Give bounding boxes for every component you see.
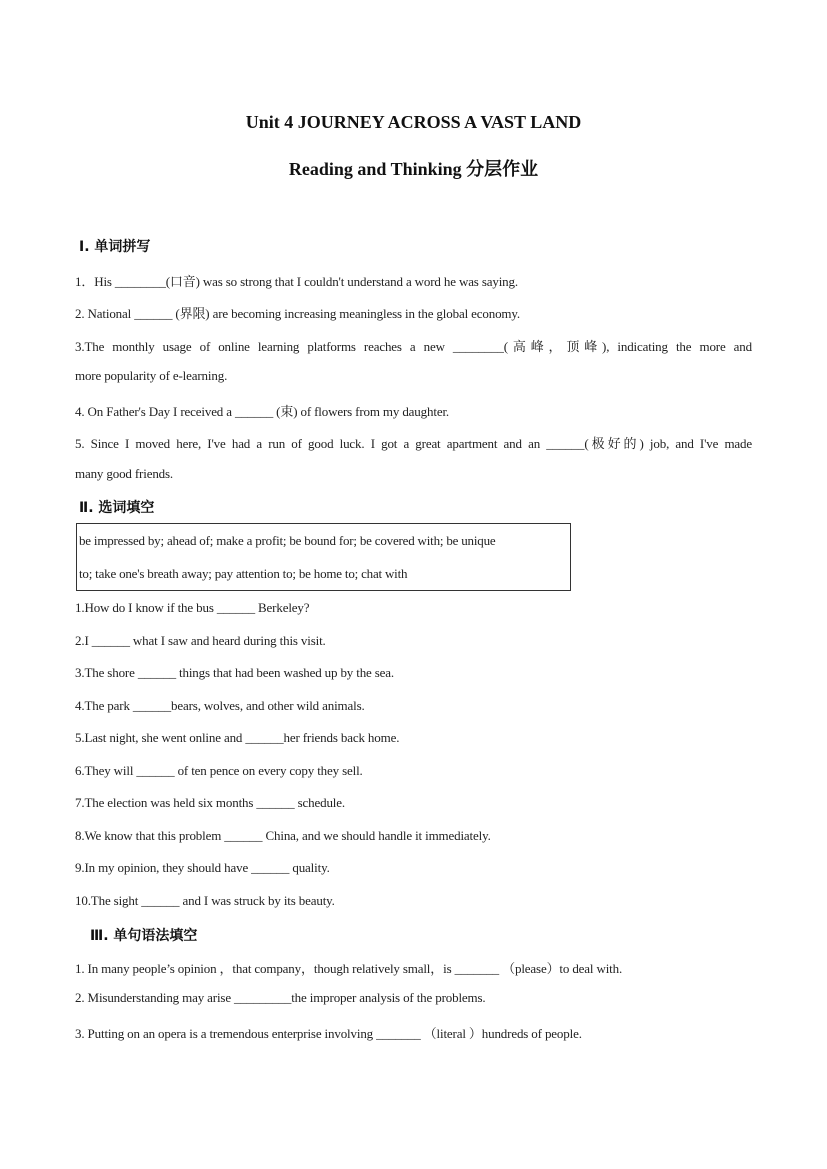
word-bank-box [76,523,571,591]
exercise-line: 1. In many people’s opinion ，that company，though relatively small，is _______ （please）to deal with. [75,961,623,976]
exercise-line: 5. Since I moved here, I've had a run of good luck. I got a great apartment and an ______(极好的) job, and I've made [75,436,752,451]
exercise-line: 10.The sight ______ and I was struck by its beauty. [75,893,335,908]
word-bank-line: to; take one's breath away; pay attention to; be home to; chat with [79,566,408,581]
exercise-line: many good friends. [75,466,174,481]
exercise-line: 1.How do I know if the bus ______ Berkeley? [75,600,310,615]
exercise-line: 6.They will ______ of ten pence on every copy they sell. [75,763,363,778]
section-heading: Ⅱ. 选词填空 [79,500,155,516]
exercise-line: 9.In my opinion, they should have ______ quality. [75,860,330,875]
exercise-line: 5.Last night, she went online and ______her friends back home. [75,730,400,745]
word-bank-line: be impressed by; ahead of; make a profit; be bound for; be covered with; be unique [79,533,496,548]
exercise-line: 7.The election was held six months ______ schedule. [75,795,345,810]
exercise-line: 4.The park ______bears, wolves, and other wild animals. [75,698,365,713]
section-heading: Ⅰ. 单词拼写 [79,239,151,255]
exercise-line: 3.The monthly usage of online learning platforms reaches a new ________(高峰，顶峰), indicating the more and [75,339,752,354]
exercise-line: 1．His ________(口音) was so strong that I couldn't understand a word he was saying. [75,274,518,289]
exercise-line: more popularity of e-learning. [75,368,228,383]
exercise-line: 2. National ______ (界限) are becoming increasing meaningless in the global economy. [75,306,520,321]
exercise-line: 2.I ______ what I saw and heard during this visit. [75,633,326,648]
exercise-line: 3. Putting on an opera is a tremendous enterprise involving _______ （literal ）hundreds of people. [75,1026,582,1041]
exercise-line: 4. On Father's Day I received a ______ (束) of flowers from my daughter. [75,404,449,419]
exercise-line: 3.The shore ______ things that had been washed up by the sea. [75,665,395,680]
page-title: Unit 4 JOURNEY ACROSS A VAST LAND [245,112,582,132]
exercise-line: 2. Misunderstanding may arise _________the improper analysis of the problems. [75,990,486,1005]
exercise-line: 8.We know that this problem ______ China, and we should handle it immediately. [75,828,491,843]
page-subtitle: Reading and Thinking 分层作业 [288,159,539,179]
section-heading: Ⅲ. 单句语法填空 [90,928,198,944]
